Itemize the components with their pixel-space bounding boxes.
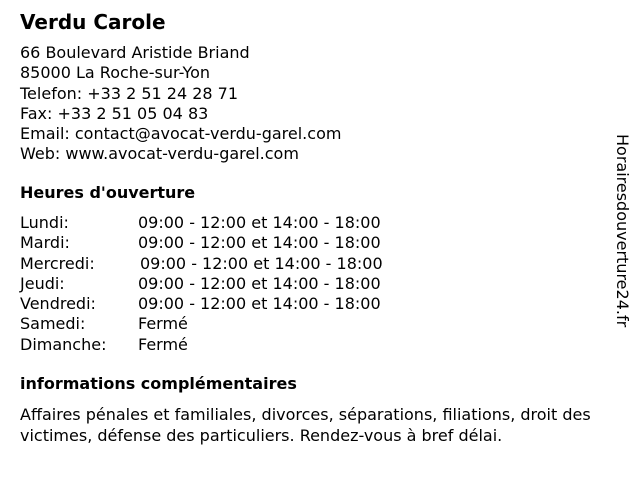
city-address: 85000 La Roche-sur-Yon — [20, 63, 211, 83]
additional-info-heading: informations complémentaires — [20, 374, 297, 393]
day-label: Jeudi: — [20, 273, 65, 293]
hours-value: 09:00 - 12:00 et 14:00 - 18:00 — [138, 294, 381, 314]
street-address: 66 Boulevard Aristide Briand — [20, 43, 250, 62]
day-label: Samedi: — [20, 314, 86, 334]
business-name: Verdu Carole — [20, 10, 166, 34]
hours-row-saturday — [20, 314, 440, 334]
day-label: Mardi: — [20, 233, 70, 253]
day-label: Mercredi: — [20, 253, 95, 273]
hours-value: Fermé — [138, 334, 188, 354]
contact-block — [20, 43, 341, 165]
hours-row-tuesday — [20, 233, 440, 253]
day-label: Dimanche: — [20, 334, 107, 354]
day-label: Vendredi: — [20, 294, 96, 314]
hours-row-sunday — [20, 335, 440, 355]
day-label: Lundi: — [20, 213, 69, 232]
hours-value: 09:00 - 12:00 et 14:00 - 18:00 — [138, 273, 381, 293]
hours-row-monday — [20, 213, 440, 233]
hours-value: 09:00 - 12:00 et 14:00 - 18:00 — [140, 253, 383, 273]
hours-value: Fermé — [138, 314, 188, 334]
source-watermark: Horairesdouverture24.fr — [613, 134, 632, 328]
hours-value: 09:00 - 12:00 et 14:00 - 18:00 — [138, 213, 381, 232]
email-address: Email: contact@avocat-verdu-garel.com — [20, 124, 342, 144]
hours-row-thursday — [20, 274, 440, 294]
hours-row-wednesday — [20, 254, 440, 274]
additional-info-text: Affaires pénales et familiales, divorces, séparations, filiations, droit des victimes, défense des particuliers. Rendez-vous à bref délai. — [20, 405, 591, 445]
phone-number: Telefon: +33 2 51 24 28 71 — [20, 83, 239, 103]
website-address: Web: www.avocat-verdu-garel.com — [20, 144, 299, 164]
opening-hours-table — [20, 213, 440, 355]
fax-number: Fax: +33 2 51 05 04 83 — [20, 103, 209, 123]
opening-hours-heading: Heures d'ouverture — [20, 183, 196, 202]
hours-value: 09:00 - 12:00 et 14:00 - 18:00 — [138, 233, 381, 253]
hours-row-friday — [20, 294, 440, 314]
